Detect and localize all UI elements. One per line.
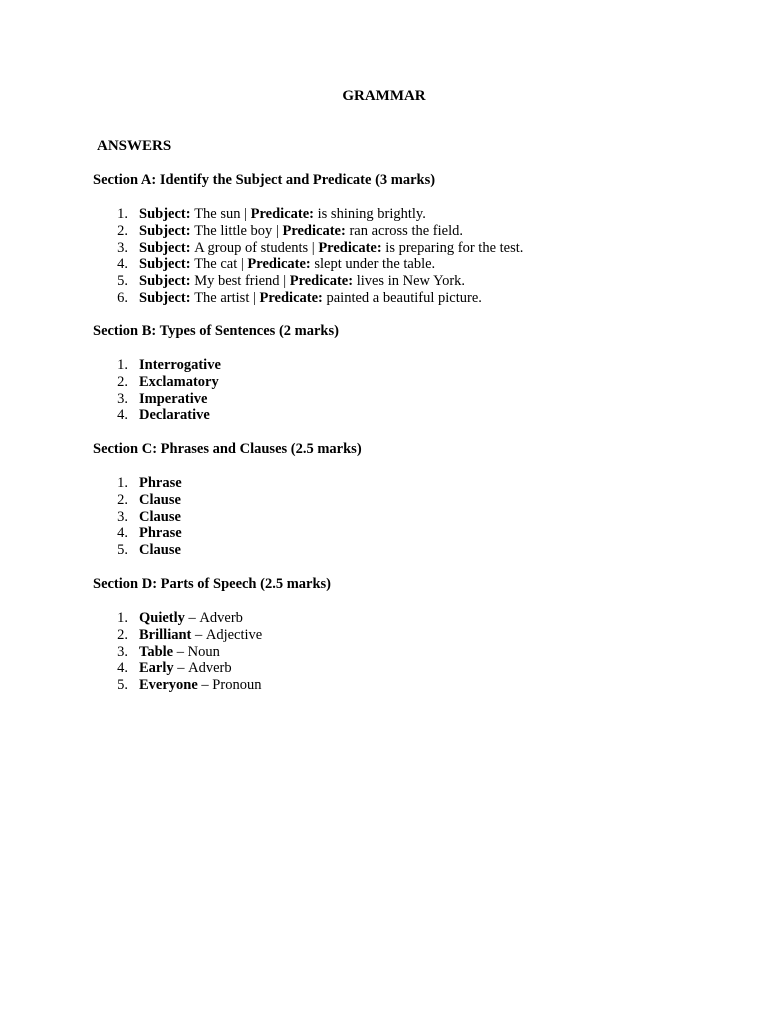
section-c-heading: Section C: Phrases and Clauses (2.5 marks) [93, 441, 362, 457]
word-text: Quietly [139, 610, 185, 626]
dash: – [176, 643, 184, 660]
list-item [93, 660, 733, 677]
item-number: 1. [117, 206, 128, 222]
list-item [93, 256, 733, 273]
section-d [93, 575, 733, 694]
predicate-label: Predicate: [259, 289, 323, 306]
answer-text: Phrase [139, 525, 182, 542]
answer-text: Imperative [139, 390, 208, 407]
answer-text: Phrase [139, 475, 182, 491]
answer-text: Clause [139, 491, 181, 508]
part-of-speech: Adjective [205, 626, 263, 643]
subject-label: Subject: [139, 256, 191, 273]
separator: | [252, 289, 256, 306]
predicate-label: Predicate: [289, 273, 354, 290]
dash: – [188, 610, 196, 626]
list-item [93, 206, 733, 223]
predicate-text: is preparing for the test. [385, 239, 524, 256]
section-a-list [93, 206, 733, 307]
list-item [93, 223, 733, 240]
item-number: 3. [117, 508, 128, 525]
item-number: 6. [117, 289, 128, 306]
part-of-speech: Pronoun [212, 677, 262, 694]
subject-text: The sun [194, 206, 241, 222]
list-item [93, 407, 733, 424]
list-item [93, 391, 733, 408]
item-number: 3. [117, 239, 128, 256]
predicate-label: Predicate: [250, 206, 314, 222]
list-item [93, 492, 733, 509]
predicate-label: Predicate: [247, 256, 311, 273]
predicate-text: slept under the table. [314, 256, 436, 273]
word-text: Brilliant [139, 626, 192, 643]
answer-text: Clause [139, 508, 181, 525]
answers-heading: ANSWERS [97, 138, 172, 154]
section-b [93, 322, 733, 424]
part-of-speech: Adverb [188, 660, 232, 677]
item-number: 1. [117, 610, 128, 626]
section-d-list [93, 610, 733, 694]
separator: | [244, 206, 248, 222]
item-number: 5. [117, 677, 128, 694]
subject-label: Subject: [139, 273, 191, 290]
section-d-heading: Section D: Parts of Speech (2.5 marks) [93, 576, 332, 592]
document-title: GRAMMAR [342, 88, 426, 104]
list-item [93, 542, 733, 559]
answer-text: Declarative [139, 407, 210, 424]
section-c [93, 440, 733, 559]
list-item [93, 475, 733, 492]
part-of-speech: Noun [187, 643, 220, 660]
item-number: 4. [117, 525, 128, 542]
subject-label: Subject: [139, 206, 191, 222]
list-item [93, 357, 733, 374]
subject-label: Subject: [139, 222, 191, 239]
item-number: 3. [117, 643, 128, 660]
part-of-speech: Adverb [199, 610, 243, 626]
list-item [93, 509, 733, 526]
list-item [93, 610, 733, 627]
subject-text: The little boy [194, 222, 273, 239]
list-item [93, 290, 733, 307]
item-number: 2. [117, 222, 128, 239]
word-text: Everyone [139, 677, 198, 694]
word-text: Table [139, 643, 174, 660]
list-item [93, 240, 733, 257]
list-item [93, 525, 733, 542]
predicate-label: Predicate: [282, 222, 346, 239]
list-item [93, 273, 733, 290]
predicate-text: painted a beautiful picture. [326, 289, 482, 306]
list-item [93, 374, 733, 391]
separator: | [275, 222, 279, 239]
item-number: 5. [117, 542, 128, 559]
predicate-text: lives in New York. [356, 273, 466, 290]
predicate-text: is shining brightly. [317, 206, 426, 222]
item-number: 4. [117, 407, 128, 424]
answer-text: Interrogative [139, 357, 221, 373]
subject-label: Subject: [139, 239, 191, 256]
separator: | [240, 256, 244, 273]
subject-text: The artist [194, 289, 250, 306]
section-b-list [93, 357, 733, 424]
dash: – [177, 660, 185, 677]
subject-text: My best friend [194, 273, 280, 290]
item-number: 2. [117, 626, 128, 643]
list-item [93, 677, 733, 694]
section-a-heading: Section A: Identify the Subject and Predicate (3 marks) [93, 172, 436, 188]
answer-text: Clause [139, 542, 181, 559]
list-item [93, 644, 733, 661]
item-number: 1. [117, 357, 128, 373]
item-number: 1. [117, 475, 128, 491]
item-number: 2. [117, 491, 128, 508]
item-number: 4. [117, 660, 128, 677]
item-number: 3. [117, 390, 128, 407]
section-a [93, 171, 733, 307]
section-c-list [93, 475, 733, 559]
separator: | [283, 273, 287, 290]
dash: – [201, 677, 209, 694]
subject-text: A group of students [194, 239, 309, 256]
answer-text: Exclamatory [139, 373, 219, 390]
predicate-text: ran across the field. [349, 222, 463, 239]
item-number: 2. [117, 373, 128, 390]
item-number: 5. [117, 273, 128, 290]
word-text: Early [139, 660, 174, 677]
item-number: 4. [117, 256, 128, 273]
separator: | [311, 239, 315, 256]
predicate-label: Predicate: [318, 239, 382, 256]
dash: – [195, 626, 203, 643]
subject-label: Subject: [139, 289, 191, 306]
list-item [93, 627, 733, 644]
subject-text: The cat [194, 256, 238, 273]
section-b-heading: Section B: Types of Sentences (2 marks) [93, 323, 339, 339]
